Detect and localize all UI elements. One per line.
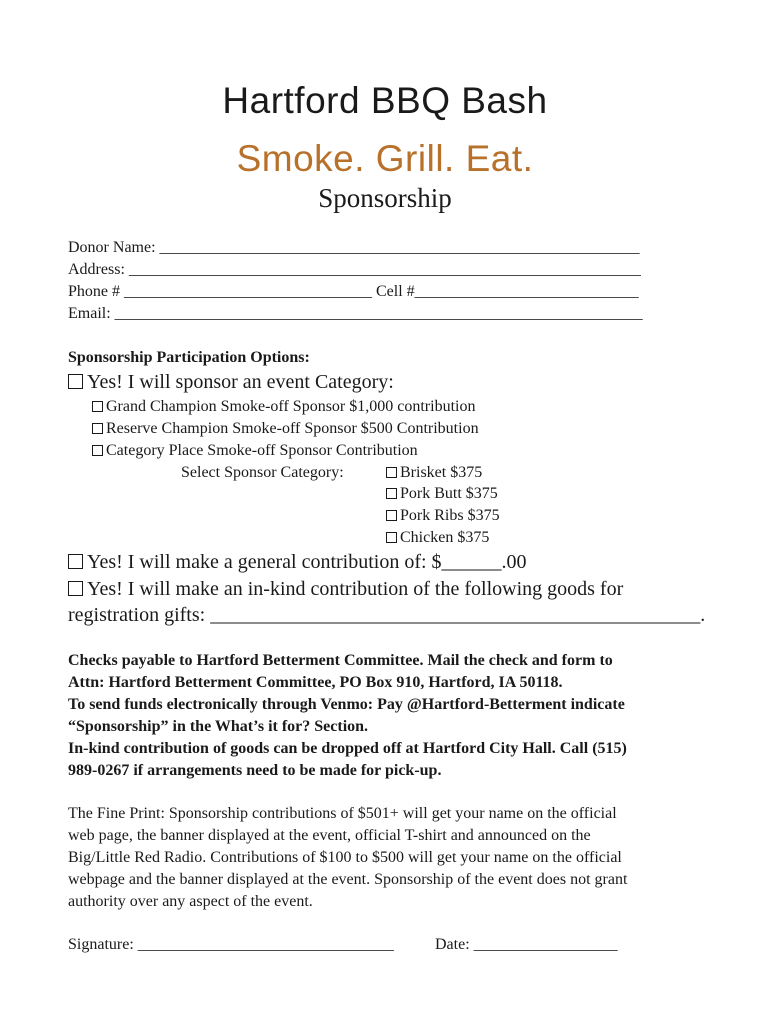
brisket-label: Brisket $375 — [400, 464, 483, 481]
event-category-checkbox[interactable] — [68, 374, 83, 389]
event-category-option[interactable] — [68, 371, 394, 394]
category-place-checkbox[interactable] — [92, 445, 103, 456]
inkind-contribution-checkbox[interactable] — [68, 581, 83, 596]
instruction-line: “Sponsorship” in the What’s it for? Section. — [68, 718, 369, 735]
address-field[interactable]: Address: ________________________________________________________________ — [68, 261, 641, 278]
instruction-line: 989-0267 if arrangements need to be made for pick-up. — [68, 762, 442, 779]
pork-butt-checkbox[interactable] — [386, 488, 397, 499]
tagline: Smoke. Grill. Eat. — [236, 138, 534, 179]
category-brisket-option[interactable] — [386, 464, 482, 482]
pork-ribs-checkbox[interactable] — [386, 510, 397, 521]
donor-name-field[interactable]: Donor Name: ____________________________________________________________ — [68, 239, 640, 256]
phone-cell-field[interactable]: Phone # _______________________________ Cell #____________________________ — [68, 283, 639, 300]
grand-champion-option[interactable] — [92, 398, 475, 416]
brisket-checkbox[interactable] — [386, 467, 397, 478]
inkind-contribution-option[interactable] — [68, 578, 623, 601]
options-heading: Sponsorship Participation Options: — [68, 349, 310, 366]
fine-print-line: The Fine Print: Sponsorship contributions of $501+ will get your name on the official — [68, 805, 617, 822]
reserve-champion-label: Reserve Champion Smoke-off Sponsor $500 Contribution — [106, 420, 479, 437]
reserve-champion-checkbox[interactable] — [92, 423, 103, 434]
instruction-line: Checks payable to Hartford Betterment Committee. Mail the check and form to — [68, 652, 613, 669]
date-field[interactable]: Date: __________________ — [435, 936, 618, 953]
category-pork-ribs-option[interactable] — [386, 507, 500, 525]
select-category-label: Select Sponsor Category: — [181, 464, 344, 481]
grand-champion-label: Grand Champion Smoke-off Sponsor $1,000 contribution — [106, 398, 476, 415]
instruction-line: In-kind contribution of goods can be dropped off at Hartford City Hall. Call (515) — [68, 740, 627, 757]
instruction-line: To send funds electronically through Venmo: Pay @Hartford-Betterment indicate — [68, 696, 625, 713]
signature-field[interactable]: Signature: ________________________________ — [68, 936, 394, 953]
email-field[interactable]: Email: __________________________________________________________________ — [68, 305, 643, 322]
event-category-label: Yes! I will sponsor an event Category: — [87, 371, 394, 393]
category-pork-butt-option[interactable] — [386, 485, 498, 503]
general-contribution-label: Yes! I will make a general contribution of: $______.00 — [87, 551, 527, 573]
category-place-label: Category Place Smoke-off Sponsor Contribution — [106, 442, 418, 459]
fine-print-line: Big/Little Red Radio. Contributions of $100 to $500 will get your name on the official — [68, 849, 622, 866]
inkind-goods-field[interactable]: registration gifts: _________________________________________________. — [68, 604, 706, 626]
pork-butt-label: Pork Butt $375 — [400, 485, 498, 502]
fine-print-line: webpage and the banner displayed at the event. Sponsorship of the event does not grant — [68, 871, 628, 888]
category-chicken-option[interactable] — [386, 529, 489, 547]
pork-ribs-label: Pork Ribs $375 — [400, 507, 500, 524]
general-contribution-option[interactable] — [68, 551, 527, 574]
grand-champion-checkbox[interactable] — [92, 401, 103, 412]
page-title: Hartford BBQ Bash — [222, 80, 548, 121]
general-contribution-checkbox[interactable] — [68, 554, 83, 569]
form-subtitle: Sponsorship — [318, 183, 452, 213]
fine-print-line: authority over any aspect of the event. — [68, 893, 313, 910]
inkind-contribution-label: Yes! I will make an in-kind contribution of the following goods for — [87, 578, 624, 600]
instruction-line: Attn: Hartford Betterment Committee, PO Box 910, Hartford, IA 50118. — [68, 674, 563, 691]
reserve-champion-option[interactable] — [92, 420, 479, 438]
chicken-label: Chicken $375 — [400, 529, 490, 546]
chicken-checkbox[interactable] — [386, 532, 397, 543]
fine-print-line: web page, the banner displayed at the event, official T-shirt and announced on the — [68, 827, 591, 844]
category-place-option[interactable] — [92, 442, 418, 460]
